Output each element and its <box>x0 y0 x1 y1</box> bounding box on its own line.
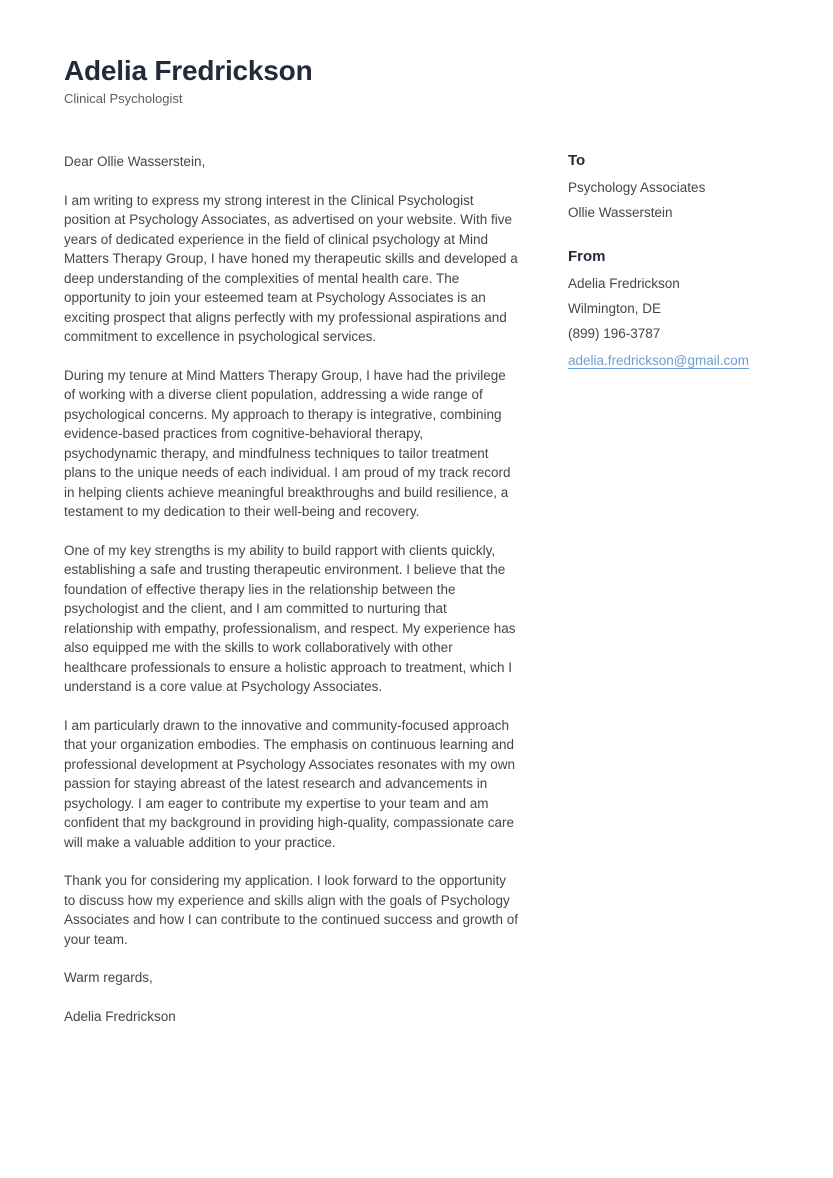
from-heading: From <box>568 248 606 266</box>
sender-phone: (899) 196-3787 <box>568 326 661 342</box>
applicant-job-title: Clinical Psychologist <box>64 91 183 107</box>
recipient-name: Ollie Wasserstein <box>568 205 673 221</box>
letter-header <box>64 55 769 106</box>
paragraph-strengths: One of my key strengths is my ability to build rapport with clients quickly, establishing a safe and trusting therapeutic environment. I believe that the foundation of effective therapy lies in the relationship between the psychologist and the client, and I am committed to nurturing that relationship with empathy, professionalism, and respect. My experience has also equipped me with the skills to work collaboratively with other healthcare professionals to ensure a holistic approach to treatment, which I understand is a core value at Psychology Associates. <box>64 542 516 695</box>
from-block <box>568 248 764 370</box>
salutation: Dear Ollie Wasserstein, <box>64 154 206 170</box>
content-columns <box>64 152 769 1026</box>
to-heading: To <box>568 152 586 170</box>
paragraph-intro: I am writing to express my strong interest in the Clinical Psychologist position at Psychology Associates, as advertised on your website. With five years of dedicated experience in the field of clinical psychology at Mind Matters Therapy Group, I have honed my therapeutic skills and developed a deep understanding of the complexities of mental health care. The opportunity to join your esteemed team at Psychology Associates is an exciting prospect that aligns perfectly with my professional aspirations and commitment to excellence in psychological services. <box>64 192 518 345</box>
closing: Warm regards, <box>64 970 153 986</box>
paragraph-thanks: Thank you for considering my application. I look forward to the opportunity to discuss how my experience and skills align with the goals of Psychology Associates and how I can contribute to the continued success and growth of your team. <box>64 873 519 947</box>
paragraph-motivation: I am particularly drawn to the innovative and community-focused approach that your organization embodies. The emphasis on continuous learning and professional development at Psychology Associates resonates with my own passion for staying abreast of the latest research and advancements in psychology. I am eager to contribute my expertise to your team and am confident that my background in providing high-quality, compassionate care will make a valuable addition to your practice. <box>64 717 515 850</box>
sender-name: Adelia Fredrickson <box>568 276 680 292</box>
sender-email-link[interactable]: adelia.fredrickson@gmail.com <box>568 353 750 369</box>
paragraph-experience: During my tenure at Mind Matters Therapy Group, I have had the privilege of working with a diverse client population, addressing a wide range of psychological concerns. My approach to therapy is integrative, combining evidence-based practices from cognitive-behavioral therapy, psychodynamic therapy, and mindfulness techniques to tailor treatment plans to the unique needs of each individual. I am proud of my track record in helping clients achieve meaningful breakthroughs and build resilience, a testament to my dedication to their well-being and recovery. <box>64 367 511 520</box>
sender-location: Wilmington, DE <box>568 301 662 317</box>
contact-sidebar <box>568 152 764 398</box>
to-block <box>568 152 764 220</box>
letter-body <box>64 152 519 1026</box>
recipient-company: Psychology Associates <box>568 180 706 196</box>
signature: Adelia Fredrickson <box>64 1008 176 1024</box>
applicant-name: Adelia Fredrickson <box>64 55 313 86</box>
